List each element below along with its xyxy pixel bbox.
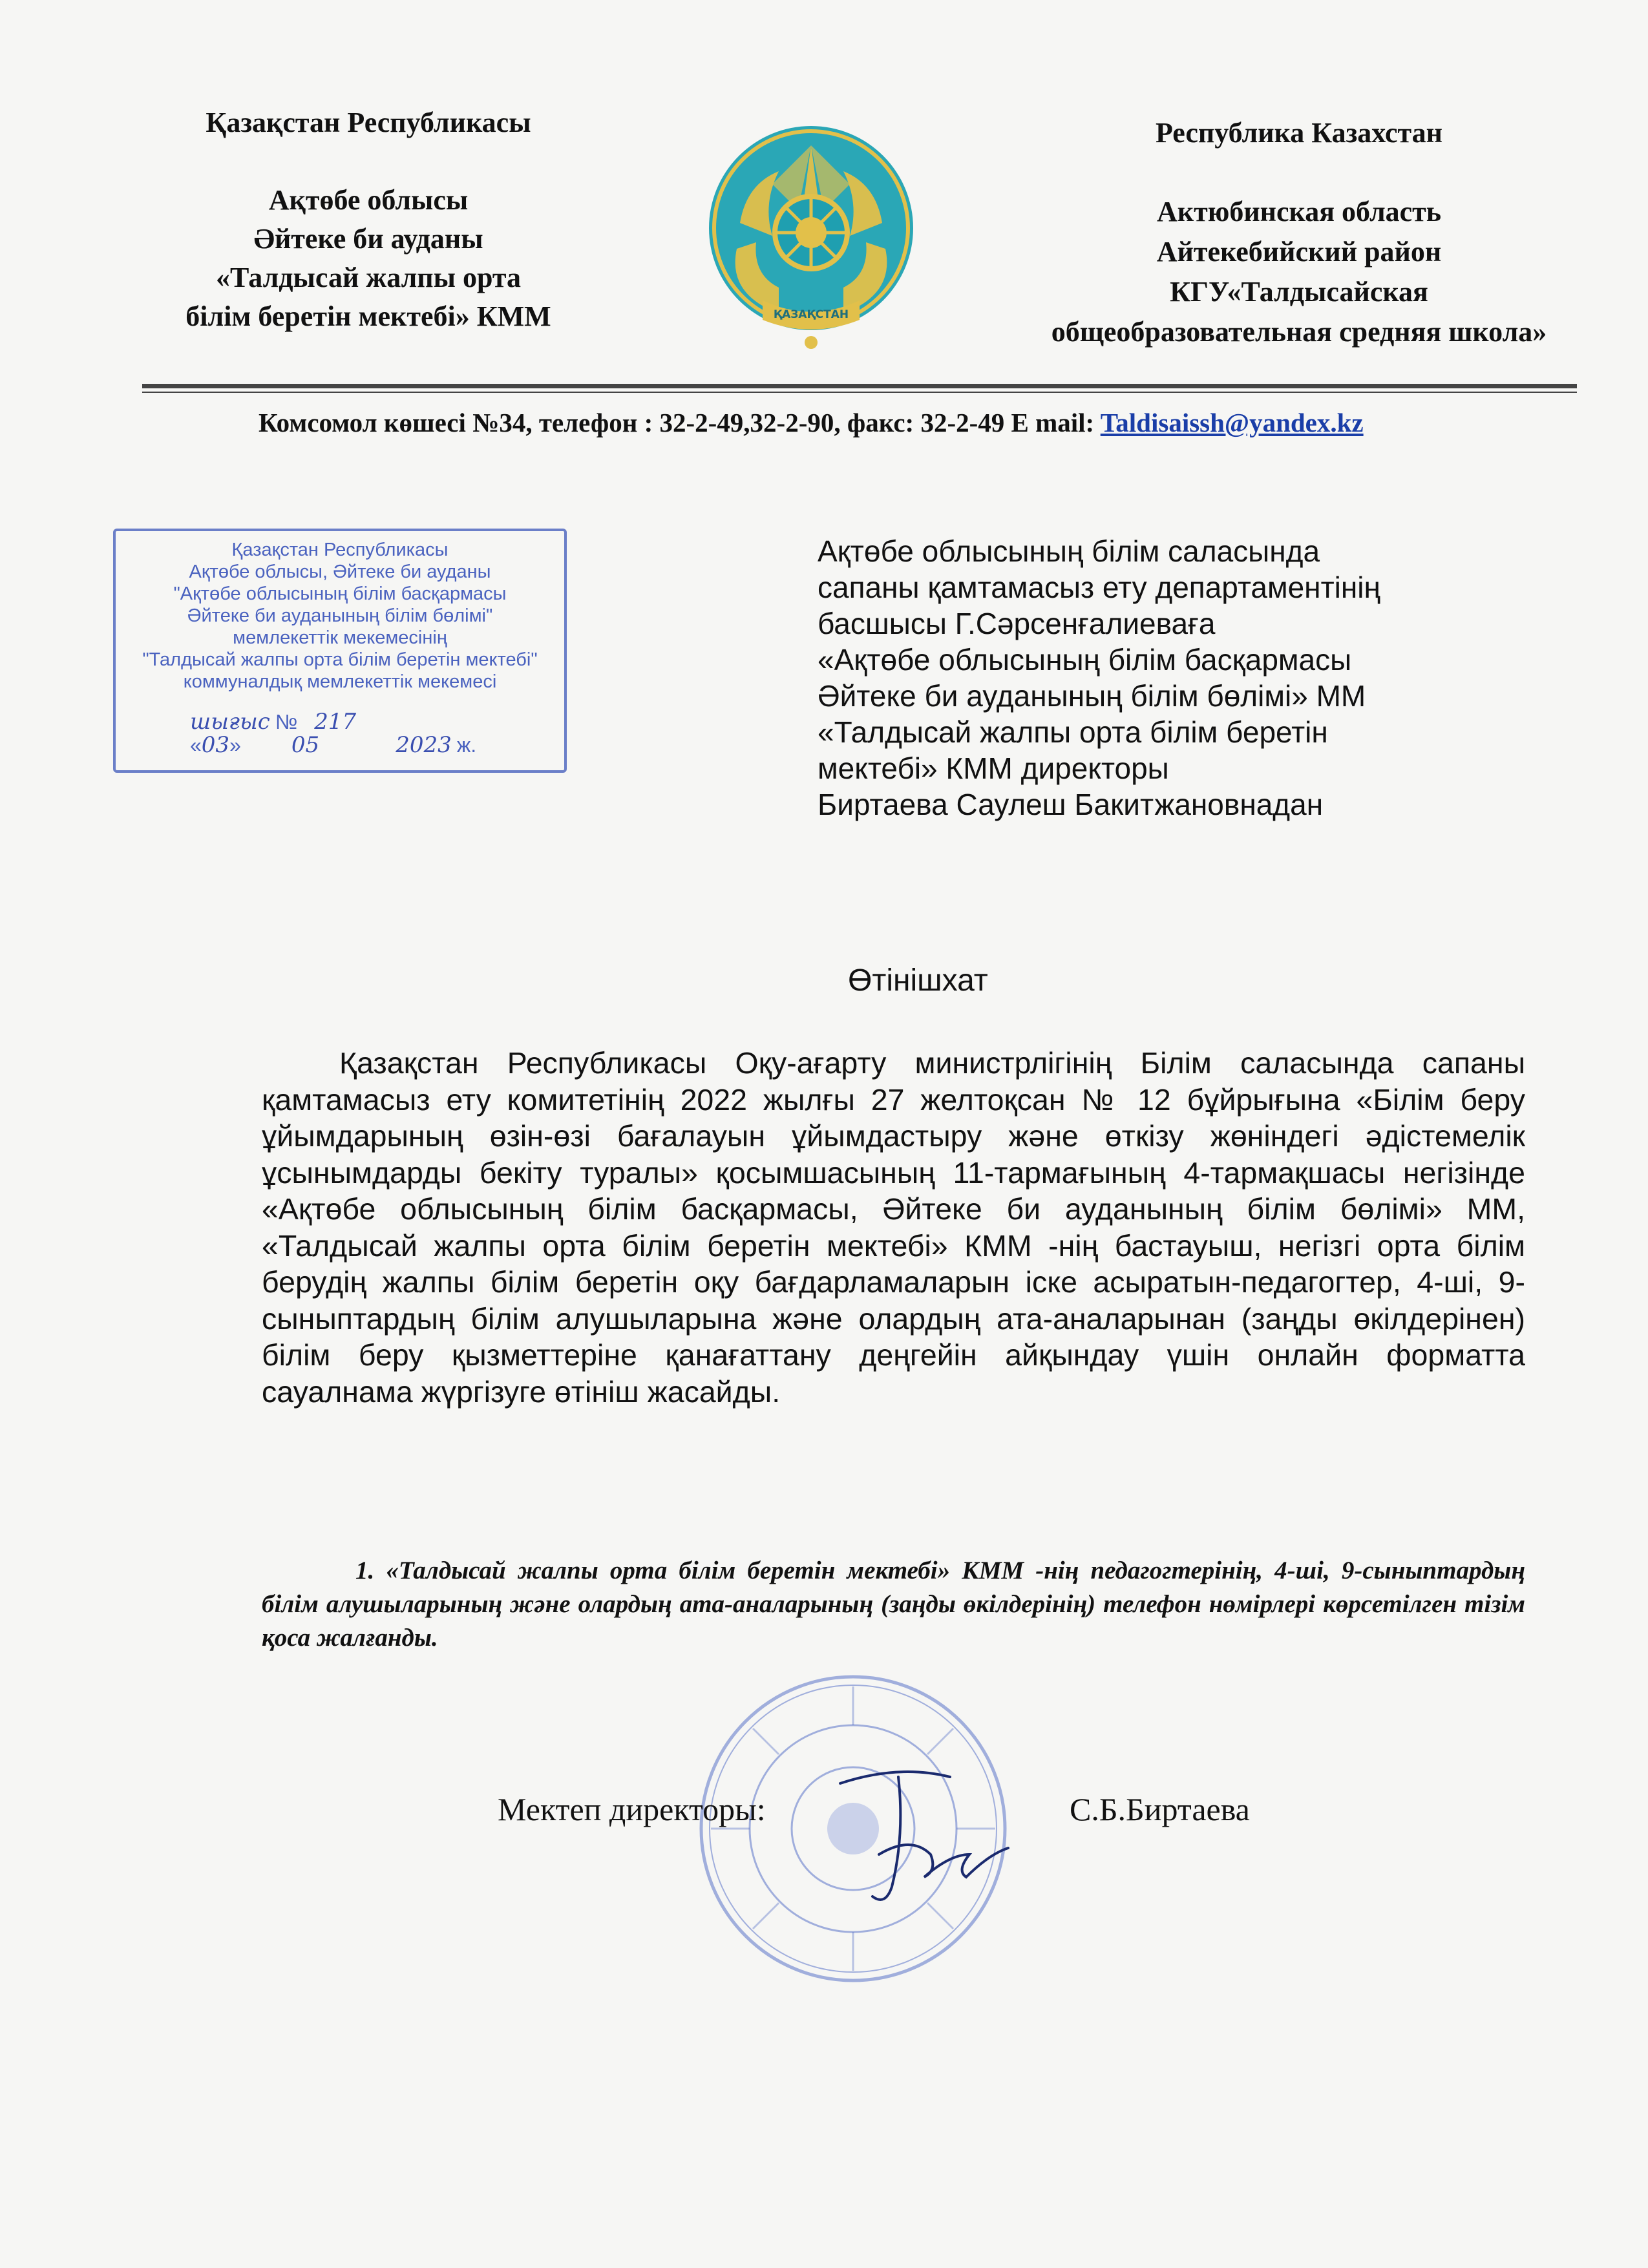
addressee-line-7: мектебі» КММ директоры	[818, 751, 1169, 785]
stamp-line-3: "Ақтөбе облысының білім басқармасы	[173, 583, 507, 604]
addressee-line-3: басшысы Г.Сәрсенғалиеваға	[818, 607, 1216, 640]
addressee-line-1: Ақтөбе облысының білім саласында	[818, 534, 1320, 568]
state-emblem-icon	[701, 107, 921, 359]
stamp-registration: шығыс № 217 «03» 05 2023 ж.	[190, 709, 477, 758]
header-left-school-2: білім беретін мектебі» КММ	[185, 300, 551, 332]
addressee-line-6: «Талдысай жалпы орта білім беретін	[818, 715, 1328, 749]
header-right-school-2: общеобразовательная средняя школа»	[1051, 316, 1547, 348]
header-divider	[142, 384, 1577, 388]
header-left-block	[129, 103, 607, 336]
addressee-line-5: Әйтеке би ауданының білім бөлімі» ММ	[818, 679, 1366, 713]
stamp-line-7: коммуналдық мемлекеттік мекемесі	[183, 671, 497, 692]
header-left-country: Қазақстан Республикасы	[206, 107, 531, 138]
header-right-block	[1008, 113, 1590, 352]
stamp-line-4: Әйтеке би ауданының білім бөлімі"	[187, 605, 493, 626]
stamp-date-suffix: ж.	[456, 733, 477, 757]
stamp-reg-prefix: шығыс	[190, 709, 270, 735]
header-right-country: Республика Казахстан	[1155, 117, 1443, 149]
stamp-date-month: 05	[291, 732, 320, 758]
stamp-reg-no-label: №	[275, 710, 298, 733]
registration-stamp	[113, 529, 567, 773]
stamp-line-6: "Талдысай жалпы орта білім беретін мектебі"	[142, 649, 538, 670]
attachment-note: 1. «Талдысай жалпы орта білім беретін мектебі» КММ -нің педагогтерінің, 4-ші, 9-сыныптардың білім алушыларының және олардың ата-аналарының (заңды өкілдерінің) телефон нөмірлері көрсетілген тізім қоса жалғанды.	[262, 1557, 1525, 1652]
document-title: Өтінішхат	[848, 963, 988, 998]
header-right-district: Айтекебийский район	[1156, 236, 1442, 268]
addressee-line-4: «Ақтөбе облысының білім басқармасы	[818, 643, 1352, 677]
stamp-reg-number: 217	[314, 709, 357, 735]
stamp-line-2: Ақтөбе облысы, Әйтеке би ауданы	[189, 562, 491, 582]
signature-label: Мектеп директоры:	[498, 1791, 766, 1827]
email-link[interactable]: Taldisaissh@yandex.kz	[1100, 408, 1364, 437]
addressee-line-2: сапаны қамтамасыз ету департаментінің	[818, 571, 1380, 604]
director-signature-icon	[801, 1758, 1021, 1919]
signature-name: С.Б.Биртаева	[1070, 1791, 1250, 1827]
header-left-school-1: «Талдысай жалпы орта	[215, 262, 522, 293]
addressee-line-8: Биртаева Саулеш Бакитжановнадан	[818, 788, 1324, 821]
header-right-region: Актюбинская область	[1156, 196, 1442, 227]
document-body: Қазақстан Республикасы Оқу-ағарту министрлігінің Білім саласында сапаны қамтамасыз ету комитетінің 2022 жылғы 27 желтоқсан № 12 бұйрығына «Білім беру ұйымдарының өзін-өзі бағалауын ұйымдастыру және өткізу жөніндегі әдістемелік ұсынымдарды бекіту туралы» қосымшасының 11-тармағының 4-тармақшасы негізінде «Ақтөбе облысының білім басқармасы, Әйтеке би ауданының білім бөлімі» ММ, «Талдысай жалпы орта білім беретін мектебі» КММ -нің бастауыш, негізгі орта білім берудің жалпы білім беретін оқу бағдарламаларын іске асыратын-педагогтер, 4-ші, 9-сыныптардың білім алушыларына және олардың ата-аналарынан (заңды өкілдерінен) білім беру қызметтеріне қанағаттану деңгейін айқындау үшін онлайн форматта сауалнама жүргізуге өтініш жасайды.	[262, 1046, 1525, 1409]
stamp-line-1: Қазақстан Республикасы	[231, 540, 449, 560]
stamp-date-day: 03	[201, 732, 230, 758]
header-right-school-1: КГУ«Талдысайская	[1170, 276, 1428, 308]
contacts-line	[259, 404, 1519, 441]
addressee-block	[818, 533, 1561, 823]
emblem-caption: ҚАЗАҚСТАН	[773, 308, 849, 321]
header-left-district: Әйтеке би ауданы	[253, 223, 483, 255]
header-divider-thin	[142, 392, 1577, 393]
stamp-line-5: мемлекеттік мекемесінің	[233, 627, 447, 648]
header-left-region: Ақтөбе облысы	[268, 184, 469, 216]
contacts-text: Комсомол көшесі №34, телефон : 32-2-49,32-2-90, факс: 32-2-49 E mail:	[259, 408, 1101, 437]
stamp-date-year: 2023	[396, 732, 452, 758]
